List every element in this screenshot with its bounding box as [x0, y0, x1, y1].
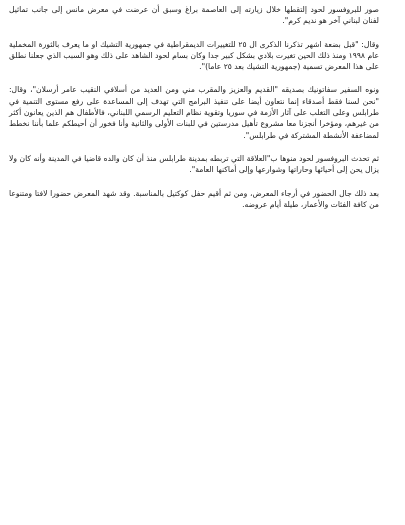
- paragraph-closing: بعد ذلك جال الحضور في أرجاء المعرض، ومن ثم أقيم حفل كوكتيل بالمناسبة. وقد شهد المعرض حضورا لافتا ومتنوعا من كافة الفئات والأعمار، طيلة أيام عروضه.: [9, 188, 379, 209]
- paragraph-ambassador-remarks: ونوه السفير سفاتونيك بصديقه "القديم والعزيز والمقرب مني ومن العديد من أسلافي النقيب عامر أرسلان"، وقال: "نحن لسنا فقط أصدقاء إنما نتعاون أيضا على تنفيذ البرامج التي تهدف إلى المساعدة على رفع مستوى التنمية في طرابلس وعلى التغلب على آثار الأزمة في سوريا وتقوية نظام التعليم الرسمي اللبناني، فالأطفال هم الذين يعانون أكثر من غيرهم، ومؤخرا أنجزنا معا مشروع تأهيل مدرستين في للبنات الأولى والثانية وأنا فخور أن أحيطكم علما بأننا نخطط لمضاعفة الأنشطة المشتركة في طرابلس".: [9, 85, 379, 140]
- paragraph-exhibition-photos: صور للبروفسور لحود إلتقطها خلال زيارته إلى العاصمة براغ وسبق أن عرضت في معرض مانس إلى جانب تماثيل لفنان لبناني آخر هو نديم كرم".: [9, 5, 379, 26]
- paragraph-professor-remarks: ثم تحدث البروفسور لحود منوها ب"العلاقة التي تربطه بمدينة طرابلس منذ أن كان والده قاضيا في المدينة وأنه كان ولا يزال يحن إلى أحيائها وحاراتها وشوارعها وإلى أماكنها العامة".: [9, 153, 379, 175]
- document-body: [9, 4, 379, 222]
- paragraph-velvet-revolution: وقال: "قبل بضعة اشهر تذكرنا الذكرى ال ٢٥ للتغييرات الديمقراطية في جمهورية التشيك او ما يعرف بالثورة المخملية عام ١٩٩٨ ومنذ ذلك الحين تغيرت بلادي بشكل كبير جدا وكان بسام لحود الشاهد على ذلك وهو السبب الذي جعلنا نطلق على هذا المعرض تسمية (جمهورية التشيك بعد ٢٥ عاما)".: [9, 39, 379, 72]
